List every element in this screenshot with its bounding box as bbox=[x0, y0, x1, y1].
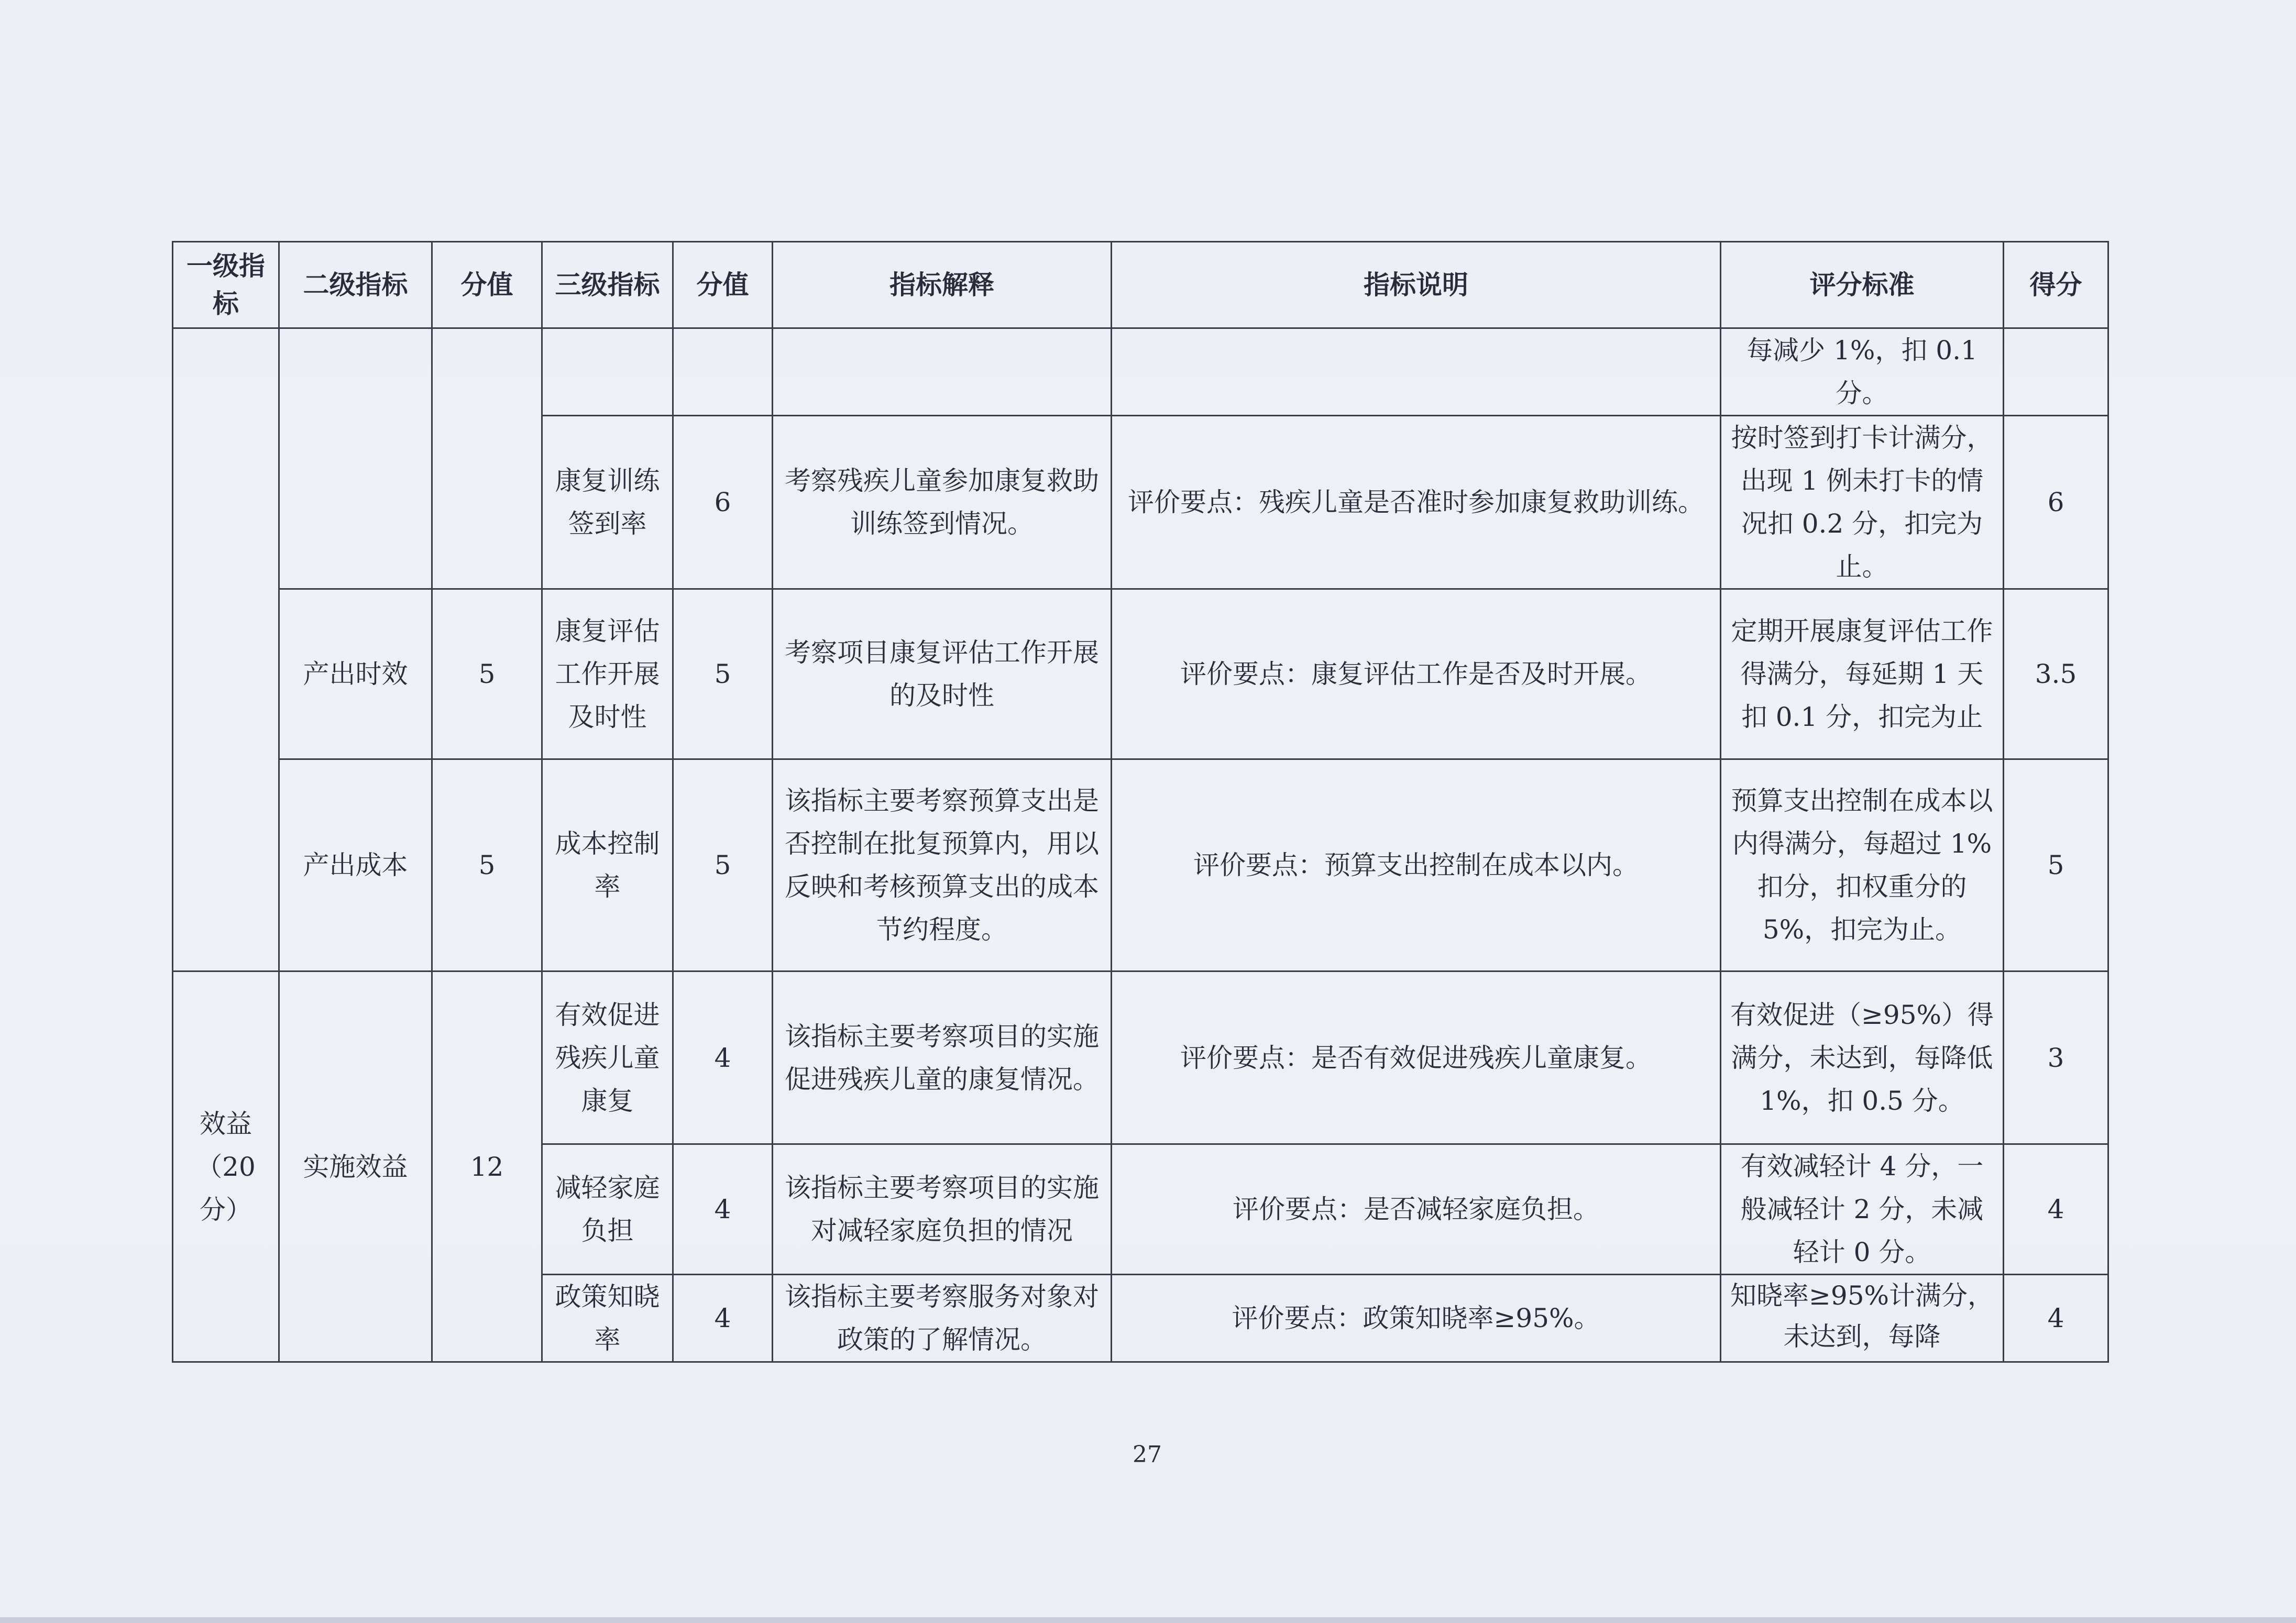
header-explanation: 指标解释 bbox=[773, 242, 1112, 328]
cell-criteria: 按时签到打卡计满分，出现 1 例未打卡的情况扣 0.2 分，扣完为止。 bbox=[1721, 416, 2004, 589]
cell-explanation bbox=[773, 328, 1112, 416]
table-row bbox=[173, 589, 2108, 759]
cell-explanation: 该指标主要考察预算支出是否控制在批复预算内，用以反映和考核预算支出的成本节约程度。 bbox=[773, 759, 1112, 971]
cell-description: 评价要点：预算支出控制在成本以内。 bbox=[1112, 759, 1721, 971]
cell-indicator3 bbox=[542, 328, 673, 416]
cell-indicator3: 康复评估工作开展及时性 bbox=[542, 589, 673, 759]
cell-result: 6 bbox=[2004, 416, 2108, 589]
cell-criteria: 有效减轻计 4 分，一般减轻计 2 分，未减轻计 0 分。 bbox=[1721, 1144, 2004, 1275]
cell-description: 评价要点：康复评估工作是否及时开展。 bbox=[1112, 589, 1721, 759]
cell-score3: 6 bbox=[673, 416, 773, 589]
cell-score2: 5 bbox=[432, 759, 542, 971]
scan-bottom-edge bbox=[0, 1617, 2296, 1623]
cell-criteria: 预算支出控制在成本以内得满分，每超过 1%扣分，扣权重分的 5%，扣完为止。 bbox=[1721, 759, 2004, 971]
cell-explanation: 考察残疾儿童参加康复救助训练签到情况。 bbox=[773, 416, 1112, 589]
cell-criteria: 有效促进（≥95%）得满分，未达到，每降低 1%，扣 0.5 分。 bbox=[1721, 971, 2004, 1144]
cell-score3: 5 bbox=[673, 759, 773, 971]
cell-description: 评价要点：是否有效促进残疾儿童康复。 bbox=[1112, 971, 1721, 1144]
header-indicator-level2: 二级指标 bbox=[279, 242, 432, 328]
header-indicator-level1: 一级指标 bbox=[173, 242, 279, 328]
cell-explanation: 该指标主要考察项目的实施对减轻家庭负担的情况 bbox=[773, 1144, 1112, 1275]
cell-indicator2: 实施效益 bbox=[279, 971, 432, 1362]
cell-indicator1: 效益（20 分） bbox=[173, 971, 279, 1362]
cell-explanation: 考察项目康复评估工作开展的及时性 bbox=[773, 589, 1112, 759]
header-score-level2: 分值 bbox=[432, 242, 542, 328]
cell-score3: 4 bbox=[673, 971, 773, 1144]
cell-result: 4 bbox=[2004, 1275, 2108, 1362]
cell-indicator3: 政策知晓率 bbox=[542, 1275, 673, 1362]
cell-score2: 5 bbox=[432, 589, 542, 759]
table-header-row bbox=[173, 242, 2108, 328]
cell-result bbox=[2004, 328, 2108, 416]
cell-criteria: 每减少 1%，扣 0.1 分。 bbox=[1721, 328, 2004, 416]
cell-explanation: 该指标主要考察服务对象对政策的了解情况。 bbox=[773, 1275, 1112, 1362]
cell-score3 bbox=[673, 328, 773, 416]
cell-score2: 12 bbox=[432, 971, 542, 1362]
cell-description: 评价要点：残疾儿童是否准时参加康复救助训练。 bbox=[1112, 416, 1721, 589]
cell-explanation: 该指标主要考察项目的实施促进残疾儿童的康复情况。 bbox=[773, 971, 1112, 1144]
header-result: 得分 bbox=[2004, 242, 2108, 328]
cell-score3: 4 bbox=[673, 1144, 773, 1275]
cell-description bbox=[1112, 328, 1721, 416]
cell-criteria: 知晓率≥95%计满分，未达到，每降 bbox=[1721, 1275, 2004, 1362]
header-description: 指标说明 bbox=[1112, 242, 1721, 328]
cell-indicator3: 成本控制率 bbox=[542, 759, 673, 971]
cell-score3: 5 bbox=[673, 589, 773, 759]
cell-indicator2-continued bbox=[279, 328, 432, 589]
cell-indicator3: 康复训练签到率 bbox=[542, 416, 673, 589]
cell-score2-continued bbox=[432, 328, 542, 589]
header-criteria: 评分标准 bbox=[1721, 242, 2004, 328]
evaluation-table bbox=[172, 241, 2109, 1363]
cell-indicator2: 产出成本 bbox=[279, 759, 432, 971]
header-indicator-level3: 三级指标 bbox=[542, 242, 673, 328]
cell-result: 4 bbox=[2004, 1144, 2108, 1275]
cell-description: 评价要点：政策知晓率≥95%。 bbox=[1112, 1275, 1721, 1362]
cell-description: 评价要点：是否减轻家庭负担。 bbox=[1112, 1144, 1721, 1275]
header-score-level3: 分值 bbox=[673, 242, 773, 328]
cell-indicator3: 有效促进残疾儿童康复 bbox=[542, 971, 673, 1144]
table-row bbox=[173, 328, 2108, 416]
cell-indicator2: 产出时效 bbox=[279, 589, 432, 759]
page-number: 27 bbox=[1133, 1441, 1162, 1468]
table-row bbox=[173, 759, 2108, 971]
cell-result: 5 bbox=[2004, 759, 2108, 971]
cell-indicator3: 减轻家庭负担 bbox=[542, 1144, 673, 1275]
table-row bbox=[173, 971, 2108, 1144]
cell-score3: 4 bbox=[673, 1275, 773, 1362]
cell-result: 3 bbox=[2004, 971, 2108, 1144]
cell-criteria: 定期开展康复评估工作得满分，每延期 1 天扣 0.1 分，扣完为止 bbox=[1721, 589, 2004, 759]
cell-result: 3.5 bbox=[2004, 589, 2108, 759]
cell-indicator1-continued bbox=[173, 328, 279, 971]
